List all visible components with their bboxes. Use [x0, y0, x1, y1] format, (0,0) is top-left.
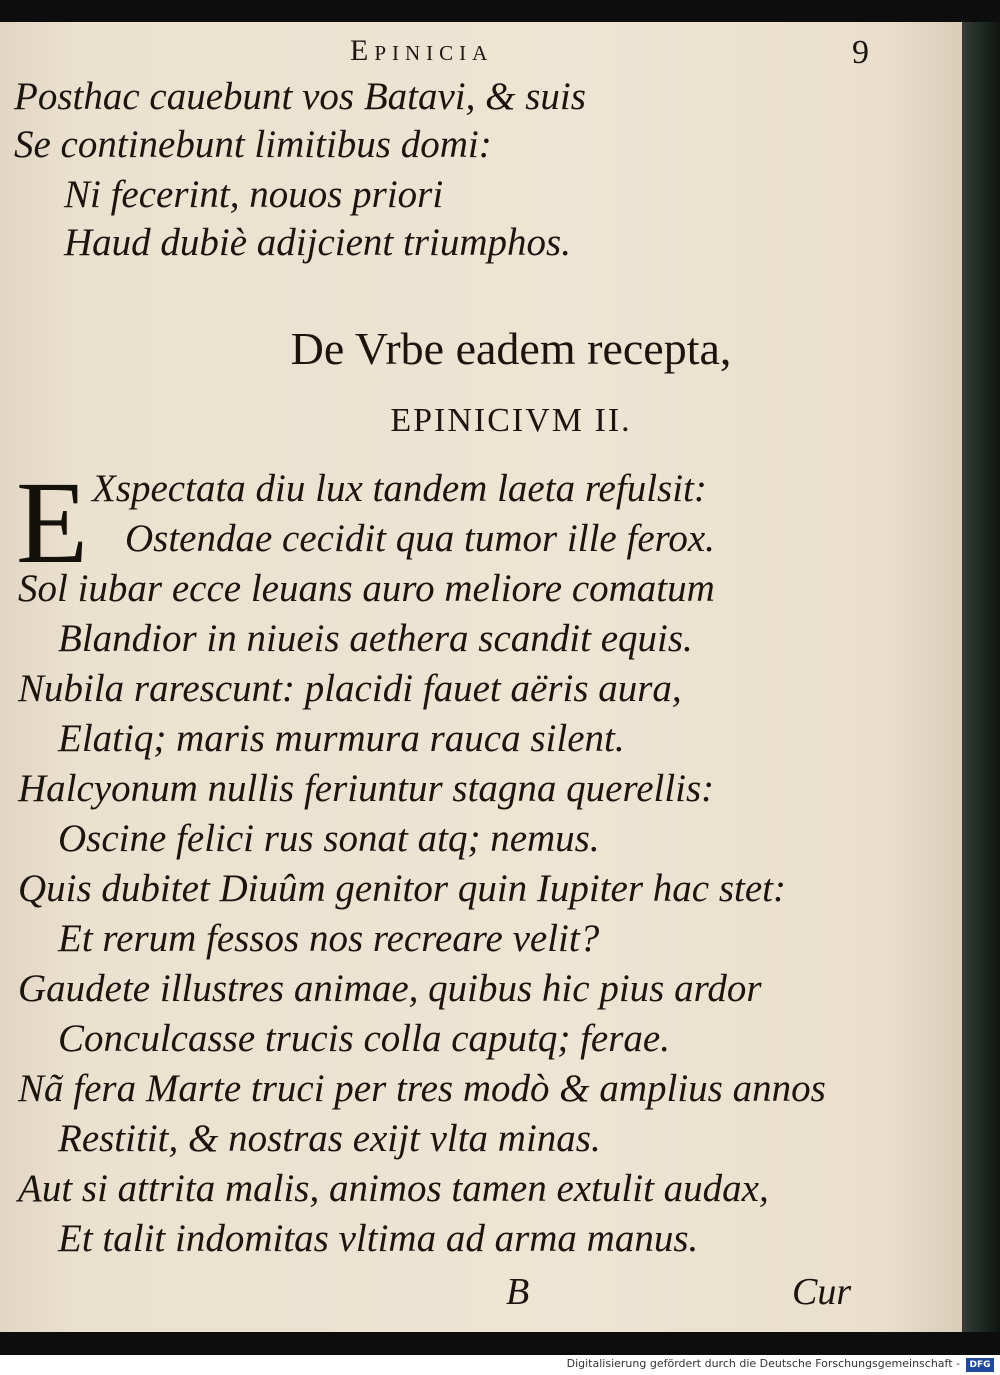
running-head: Epinicia — [350, 34, 494, 67]
verse-line: Xspectata diu lux tandem laeta refulsit: — [92, 467, 707, 510]
verse-line: Haud dubiè adijcient triumphos. — [64, 221, 571, 264]
catchword: Cur — [792, 1271, 852, 1313]
verse-line: Elatiq; maris murmura rauca silent. — [58, 717, 625, 760]
verse-line: Gaudete illustres animae, quibus hic pius ardor — [18, 967, 762, 1010]
verse-line: Ostendae cecidit qua tumor ille ferox. — [125, 517, 715, 560]
verse-line: Se continebunt limitibus domi: — [14, 123, 492, 166]
drop-capital: E — [16, 457, 89, 588]
verse-line: Oscine felici rus sonat atq; nemus. — [58, 817, 600, 860]
verse-line: Halcyonum nullis feriuntur stagna querellis: — [18, 767, 715, 810]
verse-line: Posthac cauebunt vos Batavi, & suis — [14, 75, 586, 118]
verse-line: Restitit, & nostras exijt vlta minas. — [58, 1117, 601, 1160]
verse-line: Ni fecerint, nouos priori — [64, 173, 444, 216]
section-subtitle: EPINICIVM II. — [390, 402, 632, 439]
page-number: 9 — [852, 34, 869, 71]
signature-mark: B — [506, 1271, 530, 1313]
funding-credit: Digitalisierung gefördert durch die Deutsche Forschungsgemeinschaft - — [566, 1357, 960, 1370]
verse-line: Sol iubar ecce leuans auro meliore comatum — [18, 567, 715, 610]
page-header — [0, 34, 962, 74]
verse-line: Quis dubitet Diuûm genitor quin Iupiter hac stet: — [18, 867, 787, 910]
verse-line: Nã fera Marte truci per tres modò & amplius annos — [18, 1067, 826, 1110]
verse-line: Conculcasse trucis colla caputq; ferae. — [58, 1017, 670, 1060]
dfg-logo: DFG — [966, 1358, 994, 1372]
verse-line: Blandior in niueis aethera scandit equis. — [58, 617, 693, 660]
book-page — [0, 22, 965, 1332]
verse-line: Nubila rarescunt: placidi fauet aëris aura, — [18, 667, 682, 710]
section-title: De Vrbe eadem recepta, — [290, 323, 732, 374]
book-spine — [962, 22, 1000, 1332]
verse-line: Aut si attrita malis, animos tamen extulit audax, — [18, 1167, 769, 1210]
verse-line: Et talit indomitas vltima ad arma manus. — [58, 1217, 699, 1260]
verse-line: Et rerum fessos nos recreare velit? — [58, 917, 600, 960]
digitization-footer — [0, 1355, 1000, 1375]
